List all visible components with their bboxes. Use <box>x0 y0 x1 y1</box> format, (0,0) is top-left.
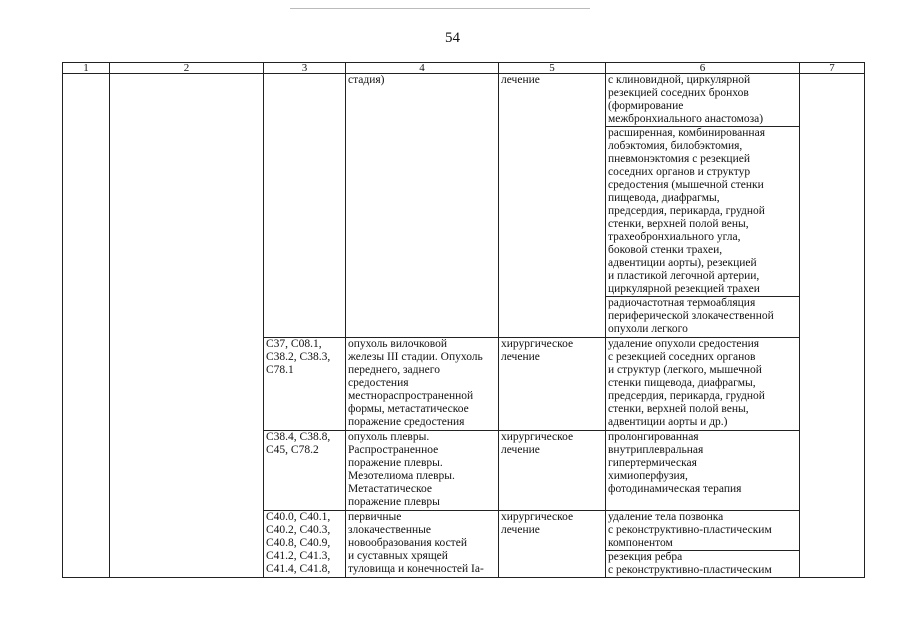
cell-icd-codes: С40.0, С40.1, С40.2, С40.3, С40.8, С40.9, С41.2, С41.3, С41.4, С41.8, <box>264 511 346 578</box>
cell-col1 <box>63 74 110 578</box>
cell-method: резекция ребра с реконструктивно-пластическим <box>606 551 800 578</box>
column-header-2: 2 <box>110 63 264 74</box>
cell-method: расширенная, комбинированная лобэктомия, билобэктомия, пневмонэктомия с резекцией соседних органов и структур средостения (мышечной стенки пищевода, диафрагмы, предсердия, перикарда, грудной стенки, верхней полой вены, трахеобронхиального угла, боковой стенки трахеи, адвентиции аорты), резекцией и пластикой легочной артерии, циркулярной резекцией трахеи <box>606 127 800 297</box>
cell-treatment-type: лечение <box>499 74 606 338</box>
column-header-1: 1 <box>63 63 110 74</box>
cell-treatment-type: хирургическое лечение <box>499 431 606 511</box>
column-header-3: 3 <box>264 63 346 74</box>
cell-diagnosis: первичные злокачественные новообразования костей и суставных хрящей туловища и конечностей Ia- <box>346 511 499 578</box>
treatment-table <box>62 62 865 578</box>
cell-col2 <box>110 74 264 578</box>
cell-method: удаление тела позвонка с реконструктивно-пластическим компонентом <box>606 511 800 551</box>
cell-diagnosis: стадия) <box>346 74 499 338</box>
column-header-7: 7 <box>800 63 865 74</box>
cell-method: удаление опухоли средостения с резекцией соседних органов и структур (легкого, мышечной стенки пищевода, диафрагмы, предсердия, перикарда, грудной стенки, верхней полой вены, адвентиции аорты и др.) <box>606 338 800 431</box>
cell-treatment-type: хирургическое лечение <box>499 511 606 578</box>
cell-icd-codes: С37, С08.1, С38.2, С38.3, С78.1 <box>264 338 346 431</box>
cell-col3 <box>264 74 346 338</box>
column-header-5: 5 <box>499 63 606 74</box>
cell-col7 <box>800 74 865 578</box>
column-header-4: 4 <box>346 63 499 74</box>
cell-method: радиочастотная термоабляция периферической злокачественной опухоли легкого <box>606 297 800 338</box>
cell-method: с клиновидной, циркулярной резекцией соседних бронхов (формирование межбронхиального анастомоза) <box>606 74 800 127</box>
column-header-6: 6 <box>606 63 800 74</box>
table-row <box>63 74 865 127</box>
top-rule <box>290 8 590 9</box>
page-number: 54 <box>445 30 460 46</box>
cell-method: пролонгированная внутриплевральная гипертермическая химиоперфузия, фотодинамическая терапия <box>606 431 800 511</box>
cell-treatment-type: хирургическое лечение <box>499 338 606 431</box>
header-row <box>63 63 865 74</box>
cell-diagnosis: опухоль плевры. Распространенное поражение плевры. Мезотелиома плевры. Метастатическое поражение плевры <box>346 431 499 511</box>
cell-diagnosis: опухоль вилочковой железы III стадии. Опухоль переднего, заднего средостения местнораспространенной формы, метастатическое поражение средостения <box>346 338 499 431</box>
cell-icd-codes: С38.4, С38.8, С45, С78.2 <box>264 431 346 511</box>
